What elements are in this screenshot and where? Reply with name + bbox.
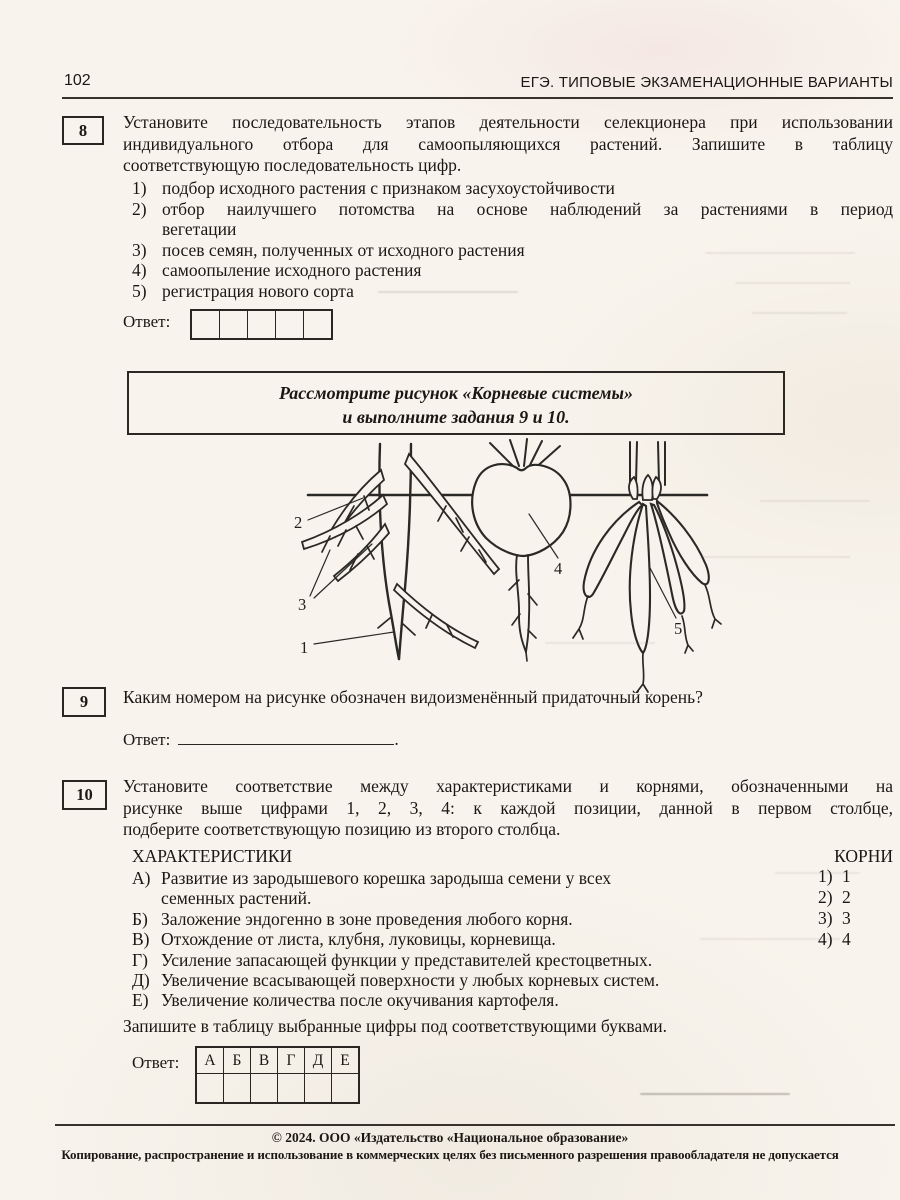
- root-systems-figure: [270, 438, 750, 700]
- write-instruction: Запишите в таблицу выбранные цифры под соответствующими буквами.: [123, 1016, 668, 1036]
- scan-artifact: [700, 556, 850, 558]
- scan-artifact: [378, 291, 518, 293]
- question-9-text: Каким номером на рисунке обозначен видоизменённый придаточный корень?: [123, 687, 703, 707]
- answer-cell: [303, 311, 331, 338]
- answer-label: Ответ:: [123, 312, 171, 331]
- item-text: Усиление запасающей функции у представителей крестоцветных.: [161, 949, 653, 970]
- instruction-line: и выполните задания 9 и 10.: [342, 406, 570, 427]
- option-text: самоопыление исходного растения: [162, 260, 422, 280]
- item-text: Увеличение количества после окучивания картофеля.: [161, 990, 559, 1011]
- answer-label: Ответ:: [132, 1053, 180, 1072]
- root-option: [818, 908, 851, 929]
- option-text: посев семян, полученных от исходного растения: [162, 239, 525, 260]
- roots-header: КОРНИ: [834, 846, 893, 866]
- option-text: подбор исходного растения с признаком засухоустойчивости: [162, 178, 615, 198]
- question-9-number-box: [62, 687, 106, 717]
- item-text: Развитие из зародышевого корешка зародыша семени у всех: [161, 868, 612, 888]
- table-header-cell: А: [196, 1047, 224, 1074]
- table-header-cell: В: [251, 1047, 278, 1074]
- scan-artifact: [545, 642, 655, 644]
- item-text: Отхождение от листа, клубня, луковицы, корневища.: [161, 929, 556, 950]
- question-number: 10: [76, 785, 93, 804]
- page-number: 102: [64, 72, 91, 89]
- option-number: 1): [818, 866, 833, 886]
- answer-line: [178, 729, 394, 745]
- answer-cell: [219, 311, 247, 338]
- storage-root-drawing: [472, 439, 570, 661]
- text-line: подберите соответствующую позицию из второго столбца.: [123, 819, 561, 839]
- option-value: 3: [842, 908, 851, 928]
- notice-line: Копирование, распространение и использование в коммерческих целях без письменного разрешения правообладателя не допускается: [61, 1147, 839, 1162]
- header-title: ЕГЭ. ТИПОВЫЕ ЭКЗАМЕНАЦИОННЫЕ ВАРИАНТЫ: [520, 74, 893, 91]
- figure-label-1: 1: [300, 638, 309, 657]
- option-value: 1: [842, 866, 851, 886]
- table-header-cell: Е: [332, 1047, 360, 1074]
- scan-artifact: [775, 872, 860, 874]
- table-empty-cell: [224, 1074, 251, 1104]
- figure-instruction-box: [127, 371, 785, 435]
- option-value: 4: [842, 929, 851, 949]
- characteristic-item: [132, 950, 832, 970]
- option-number: 3): [132, 239, 147, 260]
- question-10-text: [123, 776, 893, 841]
- question-10-number-box: [62, 780, 107, 810]
- item-letter: Б): [132, 908, 148, 929]
- header-rule: [62, 97, 893, 99]
- copyright-line: © 2024. ООО «Издательство «Национальное образование»: [271, 1130, 629, 1145]
- answer-cell: [192, 311, 219, 338]
- root-option: [818, 887, 851, 908]
- item-text: Заложение эндогенно в зоне проведения любого корня.: [161, 908, 573, 929]
- root-option: [818, 866, 851, 887]
- option-number: 2): [132, 198, 147, 219]
- answer-cell: [247, 311, 275, 338]
- scan-artifact: [640, 1093, 790, 1095]
- option-value: 2: [842, 887, 851, 907]
- option-number: 5): [132, 280, 147, 301]
- text-line: индивидуального отбора для самоопыляющихся растений. Запишите в таблицу: [123, 133, 893, 154]
- option-number: 1): [132, 178, 147, 198]
- option-text: регистрация нового сорта: [162, 280, 354, 301]
- answer-table: [195, 1046, 360, 1104]
- item-text: семенных растений.: [161, 888, 312, 909]
- option-item: [132, 178, 893, 199]
- table-header-cell: Г: [278, 1047, 305, 1074]
- question-8-number-box: [62, 116, 104, 145]
- text-line: рисунке выше цифрами 1, 2, 3, 4: к каждой позиции, данной в первом столбце,: [123, 797, 893, 818]
- item-letter: А): [132, 868, 151, 888]
- characteristic-item: [132, 970, 832, 990]
- option-item: [132, 199, 893, 240]
- table-empty-cell: [305, 1074, 332, 1104]
- option-number: 2): [818, 887, 833, 907]
- table-empty-cell: [251, 1074, 278, 1104]
- table-empty-cell: [278, 1074, 305, 1104]
- scan-artifact: [752, 312, 847, 314]
- figure-label-3: 3: [298, 595, 307, 614]
- table-header-row: [196, 1047, 359, 1074]
- table-empty-cell: [332, 1074, 360, 1104]
- scan-artifact: [705, 252, 855, 254]
- table-answer-row: [196, 1074, 359, 1104]
- scan-artifact: [735, 282, 850, 284]
- characteristics-header: ХАРАКТЕРИСТИКИ: [132, 846, 293, 866]
- instruction-line: Рассмотрите рисунок «Корневые системы»: [278, 383, 633, 403]
- figure-label-2: 2: [294, 513, 303, 532]
- item-letter: В): [132, 929, 150, 950]
- characteristic-item: [132, 990, 832, 1010]
- root-tubers-drawing: [573, 442, 721, 692]
- characteristic-item: [132, 868, 832, 909]
- question-9-answer: [123, 729, 399, 750]
- text-line: Установите соответствие между характеристиками и корнями, обозначенными на: [123, 776, 893, 796]
- question-number: 9: [79, 692, 89, 711]
- option-number: 4): [132, 260, 147, 280]
- option-item: [132, 260, 893, 281]
- answer-grid: [190, 309, 333, 340]
- footer-rule: [55, 1124, 895, 1126]
- scan-artifact: [700, 938, 840, 940]
- item-letter: Г): [132, 949, 148, 970]
- table-header-cell: Д: [305, 1047, 332, 1074]
- option-text: вегетации: [162, 219, 237, 239]
- option-item: [132, 240, 893, 261]
- taproot-system-drawing: [302, 444, 499, 659]
- figure-label-4: 4: [554, 559, 563, 578]
- characteristic-item: [132, 909, 832, 929]
- option-number: 3): [818, 908, 833, 928]
- question-number: 8: [78, 120, 88, 140]
- question-8-text: [123, 112, 893, 177]
- item-text: Увеличение всасывающей поверхности у любых корневых систем.: [161, 970, 660, 991]
- item-letter: Е): [132, 990, 149, 1011]
- option-text: отбор наилучшего потомства на основе наблюдений за растениями в период: [162, 198, 893, 219]
- answer-period: .: [394, 729, 399, 749]
- text-line: Установите последовательность этапов деятельности селекционера при использовании: [123, 112, 893, 132]
- item-letter: Д): [132, 970, 150, 991]
- text-line: соответствующую последовательность цифр.: [123, 155, 462, 175]
- answer-cell: [275, 311, 303, 338]
- scan-artifact: [760, 500, 870, 502]
- figure-label-5: 5: [674, 619, 683, 638]
- table-header-cell: Б: [224, 1047, 251, 1074]
- table-empty-cell: [196, 1074, 224, 1104]
- answer-label: Ответ:: [123, 730, 171, 749]
- option-number: 4): [818, 929, 833, 949]
